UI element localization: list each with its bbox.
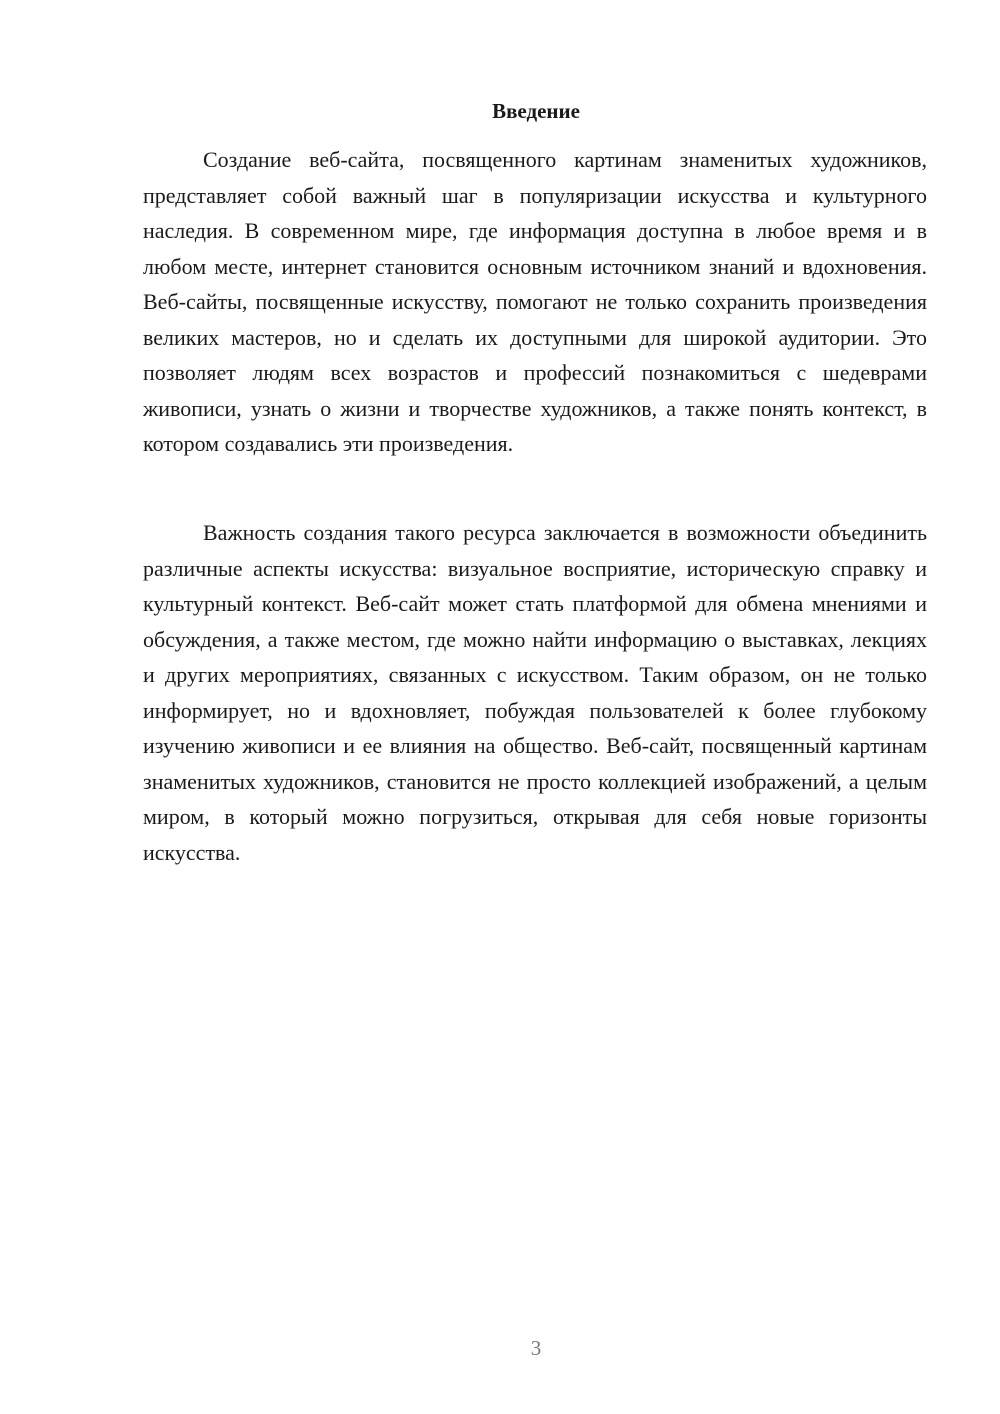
paragraph-intro: Создание веб-сайта, посвященного картинам знаменитых художников, представляет собой важный шаг в популяризации искусства и культурного наследия. В современном мире, где информация доступна в любое время и в любом месте, интернет становится основным источником знаний и вдохновения. Веб-сайты, посвященные искусству, помогают не только сохранить произведения великих мастеров, но и сделать их доступными для широкой аудитории. Это позволяет людям всех возрастов и профессий познакомиться с шедеврами живописи, узнать о жизни и творчестве художников, а также понять контекст, в котором создавались эти произведения.: [143, 147, 927, 456]
paragraph-importance: Важность создания такого ресурса заключается в возможности объединить различные аспекты искусства: визуальное восприятие, историческую справку и культурный контекст. Веб-сайт может стать платформой для обмена мнениями и обсуждения, а также местом, где можно найти информацию о выставках, лекциях и других мероприятиях, связанных с искусством. Таким образом, он не только информирует, но и вдохновляет, побуждая пользователей к более глубокому изучению живописи и ее влияния на общество. Веб-сайт, посвященный картинам знаменитых художников, становится не просто коллекцией изображений, а целым миром, в который можно погрузиться, открывая для себя новые горизонты искусства.: [143, 520, 927, 865]
section-heading: Введение: [492, 99, 580, 123]
page-number: 3: [530, 1336, 542, 1360]
